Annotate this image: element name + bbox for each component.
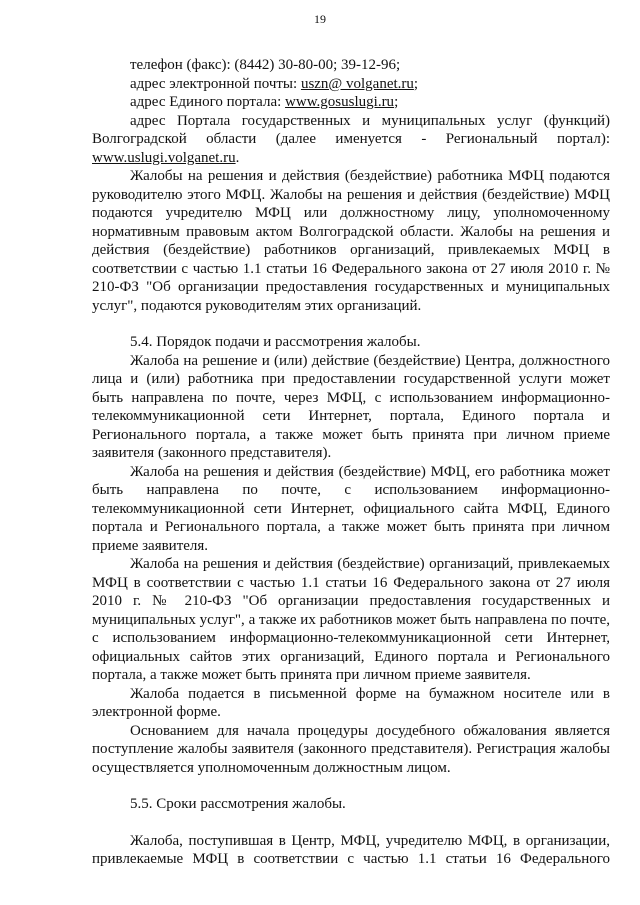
portal-link[interactable]: www.gosuslugi.ru bbox=[285, 94, 395, 110]
paragraph-complaint-basis: Основанием для начала процедуры досудебного обжалования является поступление жалобы заявителя (законного представителя). Регистрация жалобы осуществляется уполномоченным должностным лицом. bbox=[92, 722, 610, 776]
regional-portal-suffix: . bbox=[235, 149, 240, 166]
paragraph-complaint-organizations: Жалоба на решения и действия (бездействие) организаций, привлекаемых МФЦ в соответствии с частью 1.1 статьи 16 Федерального закона от 27 июля 2010 г. № 210-ФЗ "Об организации предоставления государственных и муниципальных услуг", а также их работников может быть направлена по почте, с использованием информационно-телекоммуникационной сети Интернет, официальных сайтов этих организаций, Единого портала и Регионального портала, а также может быть принята при личном приеме заявителя. bbox=[92, 556, 610, 683]
document-body bbox=[92, 56, 610, 869]
email-prefix: адрес электронной почты: bbox=[130, 75, 301, 92]
email-link[interactable]: uszn@ volganet.ru bbox=[300, 75, 414, 92]
paragraph-complaints-mfc: Жалобы на решения и действия (бездействие) работника МФЦ подаются руководителю этого МФЦ. Жалобы на решения и действия (бездействие) МФЦ подаются учредителю МФЦ или должностному лицу, уполномоченному нормативным правовым актом Волгоградской области. Жалобы на решения и действия (бездействие) работников организаций, привлекаемых МФЦ в соответствии с частью 1.1 статьи 16 Федерального закона от 27 июля 2010 г. № 210-ФЗ "Об организации предоставления государственных и муниципальных услуг", подаются руководителям этих организаций. bbox=[92, 168, 610, 314]
email-line bbox=[92, 75, 610, 94]
portal-line bbox=[92, 93, 610, 112]
paragraph-complaint-terms: Жалоба, поступившая в Центр, МФЦ, учредителю МФЦ, в организации, привлекаемые МФЦ в соответствии с частью 1.1 статьи 16 Федерального bbox=[92, 832, 610, 867]
section-heading-5-4: 5.4. Порядок подачи и рассмотрения жалобы. bbox=[130, 334, 421, 350]
portal-prefix: адрес Единого портала: bbox=[130, 94, 286, 110]
page-number: 19 bbox=[314, 12, 326, 26]
regional-portal-link[interactable]: www.uslugi.volganet.ru bbox=[92, 149, 236, 166]
portal-suffix: ; bbox=[394, 94, 399, 110]
paragraph-complaint-mfc-worker: Жалоба на решения и действия (бездействие) МФЦ, его работника может быть направлена по почте, с использованием информационно-телекоммуникационной сети Интернет, официального сайта МФЦ, Единого портала и Регионального портала, а также может быть принята при личном приеме заявителя. bbox=[92, 463, 610, 554]
paragraph-complaint-center: Жалоба на решение и (или) действие (бездействие) Центра, должностного лица и (или) работника при предоставлении государственной услуги может быть направлена по почте, через МФЦ, с использованием информационно-телекоммуникационной сети Интернет, портала, Единого портала и Регионального портала, а также может быть принята при личном приеме заявителя (законного представителя). bbox=[92, 352, 610, 461]
section-heading-5-5: 5.5. Сроки рассмотрения жалобы. bbox=[130, 796, 346, 812]
email-suffix: ; bbox=[413, 75, 419, 92]
regional-portal-line bbox=[92, 112, 610, 168]
phone-line: телефон (факс): (8442) 30-80-00; 39-12-96; bbox=[130, 57, 401, 73]
paragraph-complaint-form: Жалоба подается в письменной форме на бумажном носителе или в электронной форме. bbox=[92, 685, 610, 720]
regional-portal-text: адрес Портала государственных и муниципальных услуг (функций) Волгоградской области (далее именуется - Региональный портал): bbox=[92, 112, 610, 147]
